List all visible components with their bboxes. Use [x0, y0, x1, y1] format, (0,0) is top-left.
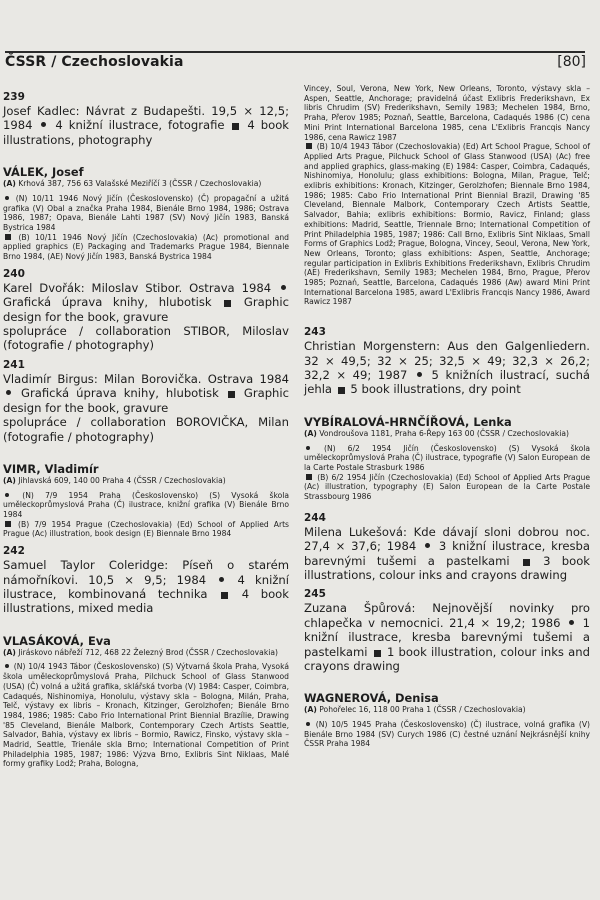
artist-vlasakova-continued [304, 84, 590, 307]
entry-collaboration: spolupráce / collaboration STIBOR, Miloslav (fotografie / photography) [3, 324, 289, 353]
artist-address: Pohořelec 16, 118 00 Praha 1 (ČSSR / Czechoslovakia) [319, 705, 526, 715]
artist-bio-en: (B) 10/4 1943 Tábor (Czechoslovakia) (Ed) Art School Prague, School of Applied Arts Prague, Pilchuck School of Glass Stanwood (USA) (Ac) free and applied graphics, glass-making (E) 1984: Casper, Coimbra, Cadaqués, Nishinomiya, Honolulu; glass exhibitions: Bologna, Milan, Prague, Telč; exlibris exhibitions: Kronach, Kitzinger, Gerolzhofen; Biennale Brno 1984, 1986; 1985: Cabo Frio International Print Biennial Brazil, Drawing '85 Cleveland, Biennale Malbork, Contemporary Czech Artists Seattle, Salvador, Bahia; exlibris exhibitions: Bormio, Ravicz, Finland; glass exhibitions: Madrid, Seattle, Triennale Brno; International Competition of Print Philadelphia 1985, 1987; 1986: Call Brno, Exlibris Sint Niklaas, Small Forms of Graphics Lodž; Prague, Bologna, Vincey, Seoul, Verona, New York, New Orleans, Toronto; glass exhibitions: Aspen, Seattle, Anchorage; regular participation in Exlibris Exhibitions Frederikshavn, Exlibris Chrudim (AE) Frederikshavn, Semily 1983; Mechelen 1984, Brno, Prague, Přerov 1985; Poznań, Seattle, Barcelona, Cadaqués 1986 (Aw) award Mini Print International Barcelona 1985, award L'Exlibris Francqis Nancy 1986, Award Rawicz 1987 [304, 142, 590, 307]
artist-bio-cz: (N) 10/4 1943 Tábor (Československo) (S) Výtvarná škola Praha, Vysoká škola uměleckoprůmyslová Praha, Pilchuck School of Glass Stanwood (USA) (Č) volná a užitá grafika, sklářská tvorba (V) 1984: Casper, Coimbra, Cadaqués, Nishinomiya, Honolulu, výstavy skla – Bologna, Milán, Praha, Telč, výstavy ex libris – Kronach, Kitzinger, Gerolzhofen; Bienále Brno 1984, 1986; 1985: Cabo Frio International Print Biennial Brazílie, Drawing '85 Cleveland, Bienále Malbork, Contemporary Czech Artists Seattle, Salvador, Bahia, výstavy ex libris – Bormio, Rawicz, Finsko, výstavy skla – Madrid, Seattle, Trienále skla Brno; International Competition of Print Philadelphia 1985, 1987; 1986: Výzva Brno, Exlibris Sint Niklaas, Malé formy grafiky Lodž; Praha, Bologna, [3, 662, 289, 769]
czech-bullet-icon [5, 493, 9, 497]
artist-name: VIMR, Vladimír [3, 461, 99, 476]
address-label: (A) [3, 647, 16, 657]
entry-collaboration: spolupráce / collaboration BOROVIČKA, Milan (fotografie / photography) [3, 415, 289, 444]
entry-number: 239 [3, 91, 25, 103]
header-rule [5, 51, 585, 53]
english-square-icon [5, 234, 11, 240]
entry-number: 245 [304, 588, 326, 601]
entry-title: Josef Kadlec: Návrat z Budapešti. 19,5 × 12,5; 1984 [3, 104, 289, 133]
entry-desc-cz: 5 knižních ilustrací, suchá jehla [304, 367, 591, 397]
english-square-icon [232, 123, 239, 130]
artist-bio-cz: (N) 10/11 1946 Nový Jičín (Československo) (Č) propagační a užitá grafika (V) Obal a značka Praha 1984, Bienále Brno 1984, 1986; Ostrava 1986, 1987; Opava, Bienále Lahti 1987 (SV) Nový Jičín 1983, Banská Bystrica 1984 [3, 193, 289, 233]
artist-name: VLASÁKOVÁ, Eva [3, 633, 111, 648]
entry-desc-cz: Grafická úprava knihy, hlubotisk [21, 386, 219, 401]
entry-desc-en: 4 book illustrations, mixed media [3, 586, 289, 616]
artist-vybiralova [304, 415, 590, 502]
catalog-entry-245 [304, 587, 590, 673]
artist-address: Vondroušova 1181, Praha 6-Řepy 163 00 (ČSSR / Czechoslovakia) [319, 428, 570, 438]
entry-title: Samuel Taylor Coleridge: Píseň o starém námořníkovi. 10,5 × 9,5; 1984 [3, 558, 289, 587]
entry-desc-en: 4 book illustrations, photography [3, 118, 290, 147]
page-title: ČSSR / Czechoslovakia [5, 54, 184, 70]
czech-bullet-icon [6, 390, 11, 395]
page-number: [80] [557, 54, 586, 70]
catalog-entry-239 [3, 90, 289, 147]
entry-title: Karel Dvořák: Miloslav Stibor. Ostrava 1984 [3, 280, 272, 295]
artist-name: VÁLEK, Josef [3, 165, 84, 180]
left-column [3, 90, 289, 769]
entry-desc-en: 3 book illustrations, colour inks and crayons drawing [304, 553, 591, 582]
artist-address: Jiráskovo nábřeží 712, 468 22 Železný Brod (ČSSR / Czechoslovakia) [18, 647, 278, 657]
english-square-icon [221, 592, 228, 599]
entry-number: 241 [3, 358, 25, 371]
catalog-entry-240 [3, 267, 289, 353]
entry-number: 244 [304, 511, 326, 524]
english-square-icon [306, 143, 312, 149]
czech-bullet-icon [41, 122, 46, 127]
english-square-icon [338, 387, 345, 394]
address-label: (A) [304, 428, 317, 438]
czech-bullet-icon [219, 577, 224, 582]
english-square-icon [5, 521, 11, 527]
entry-number: 242 [3, 545, 25, 558]
artist-wagnerova [304, 691, 590, 749]
entry-title: Vladimír Birgus: Milan Borovička. Ostrava 1984 [3, 371, 289, 386]
artist-bio-cz: (N) 7/9 1954 Praha (Československo) (S) Vysoká škola uměleckoprůmyslová Praha (Č) ilustrace, knižní grafika (V) Bienále Brno 1984 [3, 490, 289, 520]
czech-bullet-icon [417, 372, 422, 377]
address-label: (A) [3, 475, 16, 485]
czech-bullet-icon [5, 196, 9, 200]
artist-address: Krhová 387, 756 63 Valašské Meziříčí 3 (ČSSR / Czechoslovakia) [18, 179, 262, 189]
catalog-entry-241 [3, 358, 289, 444]
artist-vimr [3, 462, 289, 539]
english-square-icon [228, 391, 235, 398]
entry-desc-cz: Grafická úprava knihy, hlubotisk [3, 295, 212, 310]
artist-name: WAGNEROVÁ, Denisa [304, 691, 439, 706]
catalog-entry-242 [3, 544, 289, 616]
artist-valek [3, 165, 289, 262]
entry-number: 243 [304, 326, 326, 339]
entry-desc-en: 5 book illustrations, dry point [350, 382, 521, 397]
artist-bio-en: (B) 6/2 1954 Jičín (Czechoslovakia) (Ed) School of Applied Arts Prague (Ac) illustration, typography (E) Salon European de la Carte Postale Strassbourg 1986 [304, 472, 591, 502]
entry-desc-cz: 4 knižní ilustrace, kombinovaná technika [3, 572, 289, 601]
artist-address: Jihlavská 609, 140 00 Praha 4 (ČSSR / Czechoslovakia) [18, 475, 226, 485]
right-column [304, 84, 590, 749]
english-square-icon [374, 650, 381, 657]
artist-bio-cz: (N) 10/5 1945 Praha (Československo) (Č) ilustrace, volná grafika (V) Bienále Brno 1984 (SV) Curych 1986 (C) čestné uznání Nejkrásnější knihy ČSSR Praha 1984 [304, 720, 590, 749]
artist-name: VYBÍRALOVÁ-HRNČÍŘOVÁ, Lenka [304, 414, 512, 429]
entry-desc-cz: 3 knižní ilustrace, kresba barevnými tušemi a pastelkami [304, 539, 590, 568]
czech-bullet-icon [281, 285, 286, 290]
english-square-icon [306, 474, 312, 480]
english-square-icon [224, 300, 231, 307]
czech-bullet-icon [306, 446, 310, 450]
artist-bio-en: (B) 7/9 1954 Prague (Czechoslovakia) (Ed) School of Applied Arts Prague (Ac) illustration, book design (E) Biennale Brno 1984 [3, 519, 289, 539]
entry-title: Zuzana Špůrová: Nejnovější novinky pro chlapečka v nemocnici. 21,4 × 19,2; 1986 [304, 601, 590, 630]
artist-vlasakova [3, 634, 289, 769]
entry-number: 240 [3, 267, 25, 280]
address-label: (A) [304, 705, 317, 715]
catalog-entry-244 [304, 511, 590, 583]
czech-bullet-icon [5, 664, 9, 668]
artist-bio-en: (B) 10/11 1946 Nový Jičín (Czechoslovakia) (Ac) promotional and applied graphics (E) Packaging and Trademarks Prague 1984, Biennale Brno 1984, (AE) Nový Jičín 1983, Banská Bystrica 1984 [3, 232, 289, 262]
entry-title: Christian Morgenstern: Aus den Galgenliedern. 32 × 49,5; 32 × 25; 32,5 × 49; 32,3 × 26,2; 32,2 × 49; 1987 [304, 339, 590, 382]
entry-desc-en: Graphic design for the book, gravure [3, 295, 290, 324]
entry-desc-cz: 4 knižní ilustrace, fotografie [55, 118, 225, 133]
entry-desc-en: 1 book illustration, colour inks and crayons drawing [304, 644, 590, 673]
entry-title: Milena Lukešová: Kde dávají sloni dobrou noc. 27,4 × 37,6; 1984 [304, 524, 590, 554]
czech-bullet-icon [569, 620, 574, 625]
czech-bullet-icon [425, 543, 430, 548]
english-square-icon [523, 559, 530, 566]
catalog-entry-243 [304, 325, 590, 397]
entry-desc-en: Graphic design for the book, gravure [3, 386, 290, 415]
artist-bio-cz: (N) 6/2 1954 Jičín (Československo) (S) Vysoká škola uměleckoprůmyslová Praha (Č) ilustrace, typografie (V) Salon European de la Carte Postale Strasburk 1986 [304, 443, 590, 472]
address-label: (A) [3, 179, 16, 189]
entry-desc-cz: 1 knižní ilustrace, kresba barevnými tušemi a pastelkami [304, 615, 590, 659]
artist-bio-cz-continued: Vincey, Soul, Verona, New York, New Orleans, Toronto, výstavy skla – Aspen, Seattle, Anchorage; pravidelná účast Exlibris Frederikshavn, Ex libris Chrudim (SV) Frederikshavn, Semily 1983; Mechelen 1984, Brno, Praha, Přerov 1985; Poznaň, Seattle, Barcelona, Cadaqués 1986 (C) cena Mini Print International Barcelona 1985, cena L'Exlibris Francqis Nancy 1986, cena Rawicz 1987 [304, 84, 590, 142]
czech-bullet-icon [306, 722, 310, 726]
